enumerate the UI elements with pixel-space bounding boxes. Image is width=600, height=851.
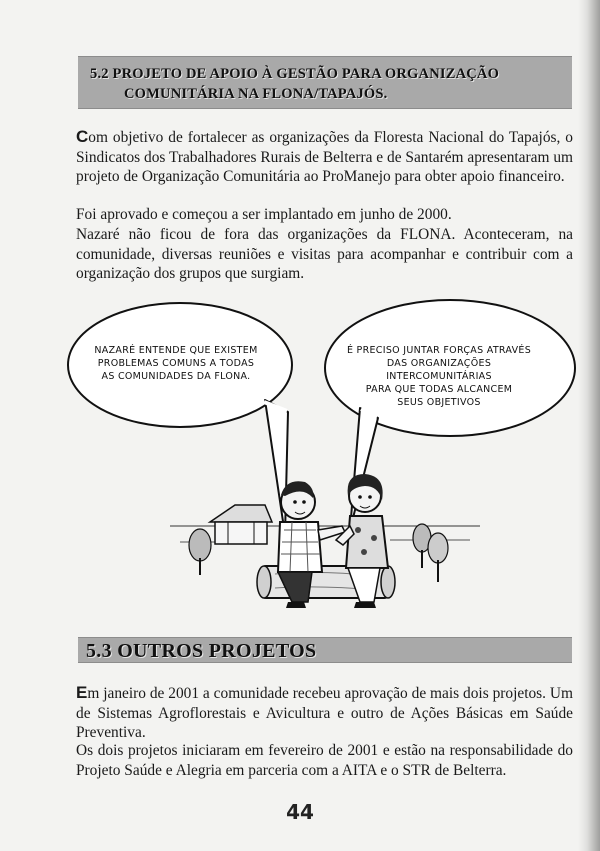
left-bubble-line: NAZARÉ ENTENDE QUE EXISTEM (94, 345, 258, 356)
right-bubble-line: SEUS OBJETIVOS (397, 397, 481, 408)
tree-right-drawing (413, 524, 448, 582)
section-5-3-title: 5.3 OUTROS PROJETOS (86, 640, 317, 662)
left-bubble-text (86, 344, 266, 383)
drop-cap-c: C (76, 127, 89, 146)
right-bubble-text (333, 344, 545, 409)
hut-drawing (210, 505, 272, 544)
section-5-3-paragraph-2: Os dois projetos iniciaram em fevereiro de 2001 e estão na responsabilidade do Projeto Saúde e Alegria em parceria com a AITA e o STR de Belterra. (76, 742, 573, 779)
section-5-2-paragraph-3: Nazaré não ficou de fora das organizações da FLONA. Aconteceram, na comunidade, diversas reuniões e visitas para acompanhar e contribuir com a organização dos grupos que surgiam. (76, 226, 573, 282)
section-5-2-header (78, 56, 572, 109)
page-number: 44 (286, 800, 314, 824)
section-5-3-paragraph-1 (76, 683, 573, 743)
left-bubble-line: AS COMUNIDADES DA FLONA. (101, 371, 251, 382)
tree-left-drawing (189, 529, 211, 575)
right-bubble-line: PARA QUE TODAS ALCANCEM (365, 384, 513, 395)
section-5-2-paragraph-1 (76, 127, 573, 187)
right-bubble-line: É PRECISO JUNTAR FORÇAS ATRAVÉS (346, 345, 532, 356)
drop-cap-e: E (76, 683, 88, 702)
section-5-3-paragraph-1-text: m janeiro de 2001 a comunidade recebeu aprovação de mais dois projetos. Um de Sistemas Agroflorestais e Avicultura e outro de Ações Básicas em Saúde Preventiva. (76, 685, 573, 741)
section-5-2-paragraph-1-text: om objetivo de fortalecer as organizações da Floresta Nacional do Tapajós, o Sindicatos dos Trabalhadores Rurais de Belterra e de Santarém apresentaram um projeto de Organização Comunitária ao ProManejo para obter apoio financeiro. (76, 129, 573, 185)
section-5-2-title-line2: COMUNITÁRIA NA FLONA/TAPAJÓS. (124, 86, 388, 102)
page-binding-shadow (578, 0, 600, 851)
section-5-3-header (78, 637, 572, 663)
left-speech-bubble (68, 303, 292, 535)
section-5-2-title-line1: 5.2 PROJETO DE APOIO À GESTÃO PARA ORGANIZAÇÃO (90, 66, 500, 82)
section-5-2-paragraph-2: Foi aprovado e começou a ser implantado em junho de 2000. (76, 206, 452, 223)
cartoon-illustration (60, 290, 580, 620)
left-bubble-line: PROBLEMAS COMUNS A TODAS (97, 358, 255, 369)
right-bubble-line: DAS ORGANIZAÇÕES INTERCOMUNITÁRIAS (386, 358, 492, 382)
